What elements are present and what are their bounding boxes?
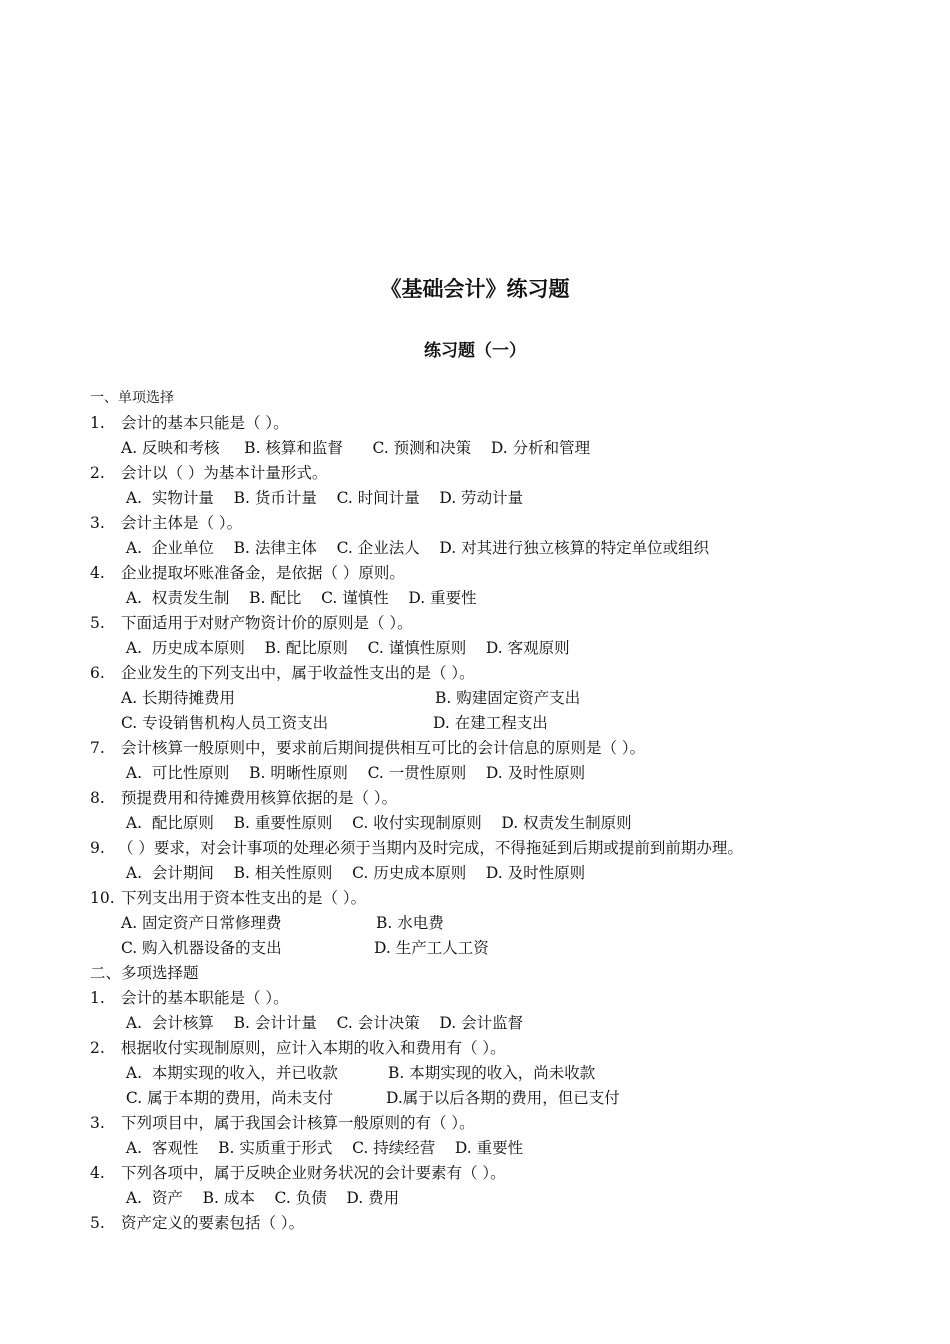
question-options: A. 客观性 B. 实质重于形式 C. 持续经营 D. 重要性	[121, 1139, 524, 1157]
section-heading-text: 二、多项选择题	[90, 964, 199, 982]
option-a: A. 固定资产日常修理费	[121, 914, 282, 932]
option-d: D.属于以后各期的费用，但已支付	[386, 1089, 620, 1107]
question-line	[90, 1036, 890, 1061]
option-d: D. 在建工程支出	[433, 714, 548, 732]
question-number: 2.	[90, 1039, 105, 1057]
section-heading-single-choice: 一、单项选择	[90, 390, 174, 406]
question-text: 下列支出用于资本性支出的是（ ）。	[121, 889, 367, 907]
question-text: 企业提取坏账准备金，是依据（ ）原则。	[121, 564, 405, 582]
question-options: A. 会计期间 B. 相关性原则 C. 历史成本原则 D. 及时性原则	[121, 864, 586, 882]
question-line	[90, 461, 890, 486]
question-line	[90, 736, 890, 761]
question-line	[90, 1211, 890, 1236]
options-line	[90, 686, 890, 711]
option-d: D. 生产工人工资	[374, 939, 489, 957]
question-text: 资产定义的要素包括（ ）。	[121, 1214, 305, 1232]
question-text: 根据收付实现制原则，应计入本期的收入和费用有（ ）。	[121, 1039, 506, 1057]
option-c: C. 购入机器设备的支出	[121, 939, 282, 957]
document-subtitle: 练习题（一）	[424, 341, 526, 361]
option-b: B. 本期实现的收入，尚未收款	[388, 1064, 596, 1082]
question-number: 8.	[90, 789, 105, 807]
options-line	[90, 636, 890, 661]
options-line	[90, 586, 890, 611]
question-text: 下列项目中，属于我国会计核算一般原则的有（ ）。	[121, 1114, 475, 1132]
question-line	[90, 561, 890, 586]
options-line	[90, 486, 890, 511]
question-line	[90, 1111, 890, 1136]
question-number: 9.	[90, 839, 105, 857]
question-text: （ ）要求，对会计事项的处理必须于当期内及时完成，不得拖延到后期或提前到前期办理。	[118, 839, 743, 857]
question-number: 5.	[90, 614, 105, 632]
question-line	[90, 511, 890, 536]
question-number: 1.	[90, 989, 105, 1007]
question-number: 1.	[90, 414, 105, 432]
options-line	[90, 811, 890, 836]
question-number: 6.	[90, 664, 105, 682]
question-options: A. 权责发生制 B. 配比 C. 谨慎性 D. 重要性	[121, 589, 477, 607]
question-line	[90, 836, 890, 861]
option-c: C. 专设销售机构人员工资支出	[121, 714, 329, 732]
options-line	[90, 1011, 890, 1036]
question-line	[90, 411, 890, 436]
question-text: 会计以（ ）为基本计量形式。	[121, 464, 328, 482]
question-text: 预提费用和待摊费用核算依据的是（ ）。	[121, 789, 398, 807]
question-text: 会计主体是（ ）。	[121, 514, 243, 532]
options-line	[90, 936, 890, 961]
option-b: B. 水电费	[376, 914, 444, 932]
question-number: 10.	[90, 889, 115, 907]
question-text: 会计核算一般原则中，要求前后期间提供相互可比的会计信息的原则是（ ）。	[121, 739, 646, 757]
option-b: B. 购建固定资产支出	[435, 689, 581, 707]
document-title: 《基础会计》练习题	[380, 276, 570, 301]
question-line	[90, 986, 890, 1011]
options-line	[90, 1086, 890, 1111]
question-text: 企业发生的下列支出中，属于收益性支出的是（ ）。	[121, 664, 475, 682]
question-line	[90, 786, 890, 811]
options-line	[90, 436, 890, 461]
document-body	[90, 386, 890, 1236]
question-number: 3.	[90, 1114, 105, 1132]
question-options: A. 资产 B. 成本 C. 负债 D. 费用	[121, 1189, 400, 1207]
options-line	[90, 711, 890, 736]
options-line	[90, 761, 890, 786]
question-number: 2.	[90, 464, 105, 482]
question-options: A. 会计核算 B. 会计计量 C. 会计决策 D. 会计监督	[121, 1014, 524, 1032]
options-line	[90, 861, 890, 886]
options-line	[90, 536, 890, 561]
question-line	[90, 611, 890, 636]
question-number: 7.	[90, 739, 105, 757]
options-line	[90, 911, 890, 936]
question-text: 会计的基本职能是（ ）。	[121, 989, 289, 1007]
option-a: A. 长期待摊费用	[121, 689, 236, 707]
question-number: 4.	[90, 1164, 105, 1182]
question-number: 5.	[90, 1214, 105, 1232]
question-options: A. 企业单位 B. 法律主体 C. 企业法人 D. 对其进行独立核算的特定单位或组织	[121, 539, 710, 557]
option-a: A. 本期实现的收入，并已收款	[121, 1064, 338, 1082]
question-line	[90, 886, 890, 911]
section-heading-multiple-choice	[90, 961, 890, 986]
question-number: 3.	[90, 514, 105, 532]
question-options: A. 反映和考核 B. 核算和监督 C. 预测和决策 D. 分析和管理	[121, 439, 591, 457]
question-text: 下列各项中，属于反映企业财务状况的会计要素有（ ）。	[121, 1164, 506, 1182]
question-options: A. 可比性原则 B. 明晰性原则 C. 一贯性原则 D. 及时性原则	[121, 764, 586, 782]
options-line	[90, 1136, 890, 1161]
question-options: A. 历史成本原则 B. 配比原则 C. 谨慎性原则 D. 客观原则	[121, 639, 570, 657]
question-options: A. 实物计量 B. 货币计量 C. 时间计量 D. 劳动计量	[121, 489, 524, 507]
question-line	[90, 1161, 890, 1186]
question-line	[90, 661, 890, 686]
question-text: 会计的基本只能是（ ）。	[121, 414, 289, 432]
question-text: 下面适用于对财产物资计价的原则是（ ）。	[121, 614, 413, 632]
options-line	[90, 1061, 890, 1086]
question-number: 4.	[90, 564, 105, 582]
options-line	[90, 1186, 890, 1211]
option-c: C. 属于本期的费用，尚未支付	[121, 1089, 334, 1107]
question-options: A. 配比原则 B. 重要性原则 C. 收付实现制原则 D. 权责发生制原则	[121, 814, 632, 832]
